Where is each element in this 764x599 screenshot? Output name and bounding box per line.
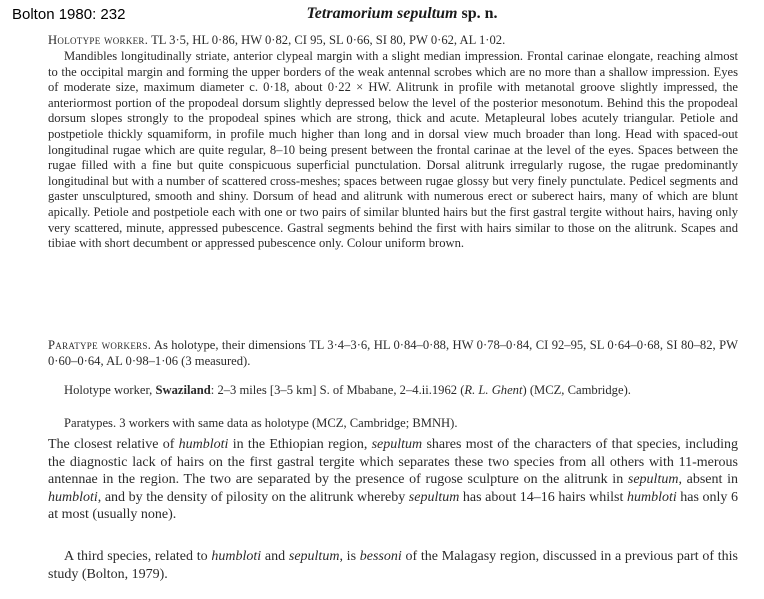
holotype-locality <box>48 383 738 399</box>
species-ref: humbloti <box>48 489 98 505</box>
species-ref: sepultum <box>627 472 679 487</box>
species-ref: humbloti <box>211 549 262 564</box>
discussion-text: has only 6 at most (usually none). <box>48 489 738 522</box>
discussion-text: in the Ethiopian region, <box>228 437 372 452</box>
discussion-paragraph-2 <box>48 548 738 583</box>
species-suffix: sp. n. <box>461 5 498 22</box>
locality-country: Swaziland <box>155 383 211 397</box>
discussion-text: shares most of the characters of that species, including the diagnostic lack of hairs on the first gastral tergite which separates these two species from all others with 11-merous antennae in the region. The two are separated by the presence of rugose sculpture on the alitrunk in <box>48 437 738 487</box>
holotype-description: Mandibles longitudinally striate, anterior clypeal margin with a slight median impression. Frontal carinae elongate, reaching almost to the occipital margin and forming the upper borders of the weak antennal scrobes which are no more than a shallow impression. Eyes of moderate size, maximum diameter c. 0·18, about 0·22 × HW. Alitrunk in profile with metanotal groove slightly impressed, the anteriormost portion of the propodeal dorsum slightly depressed below the level of the posterior mesonotum. Behind this the propodeal dorsum slopes strongly to the propodeal spines which are strong, thick and acute. Metapleural lobes acutely triangular. Petiole and postpetiole thickly squamiform, in profile much higher than long and in dorsal view much broader than long. Head with spaced-out longitudinal rugae which are quite regular, 8–10 being present between the frontal carinae at the level of the eyes. Spaces between the rugae filled with a fine but quite conspicuous superficial punctulation. Dorsal alitrunk irregularly rugose, the rugae predominantly longitudinal but with a number of scattered cross-meshes; spaces between rugae glossy but very finely punctulate. Pedicel segments and gaster unsculptured, smooth and shiny. Dorsum of head and alitrunk with numerous erect or suberect hairs, many of which are blunt apically. Petiole and postpetiole each with one or two pairs of similar blunted hairs but the first gastral tergite without hairs, having only very scattered, minute, appressed pubescence. Gastral segments behind the first with hairs similar to those on the alitrunk. Scapes and tibiae with short decumbent or appressed pubescence only. Colour uniform brown. <box>48 49 738 251</box>
discussion-text: , is <box>339 549 360 564</box>
locality-text-a: : 2–3 miles [3–5 km] S. of Mbabane, 2–4.ii.1962 ( <box>210 383 465 397</box>
discussion-text: and <box>261 549 289 564</box>
species-ref: humbloti <box>626 489 677 505</box>
holotype-locality-label: Holotype worker, <box>64 383 153 397</box>
discussion-text: , absent in <box>678 472 738 487</box>
holotype-measurements <box>48 33 738 49</box>
discussion-text: has about 14–16 hairs whilst <box>459 489 627 505</box>
species-name: Tetramorium sepultum <box>306 5 458 22</box>
citation-reference: Bolton 1980: 232 <box>12 6 126 23</box>
paratype-measurements <box>48 338 738 369</box>
discussion-text: of the Malagasy region, discussed in a previous part of this study (Bolton, 1979). <box>48 549 739 582</box>
holotype-measurement-values: TL 3·5, HL 0·86, HW 0·82, CI 95, SL 0·66, SI 80, PW 0·62, AL 1·02. <box>151 33 506 47</box>
species-ref: humbloti <box>178 437 229 452</box>
discussion-text: , and by the density of pilosity on the alitrunk whereby <box>97 489 409 505</box>
species-ref: sepultum <box>408 489 460 505</box>
discussion-paragraph-1 <box>48 436 738 524</box>
paratype-measurement-values: As holotype, their dimensions TL 3·4–3·6, HL 0·84–0·88, HW 0·78–0·84, CI 92–95, SL 0·64–0·68, SI 80–82, PW 0·60–0·64, AL 0·98–1·06 (3 measured). <box>48 338 738 368</box>
holotype-heading: Holotype worker. <box>48 33 149 47</box>
paratype-data: Paratypes. 3 workers with same data as holotype (MCZ, Cambridge; BMNH). <box>64 416 458 430</box>
discussion-text: The closest relative of <box>48 437 179 452</box>
species-ref: bessoni <box>359 549 402 564</box>
collector-name: R. L. Ghent <box>464 383 523 397</box>
locality-text-b: ) (MCZ, Cambridge). <box>522 383 631 397</box>
species-title <box>0 5 764 23</box>
species-ref: sepultum <box>288 549 340 564</box>
paratype-heading: Paratype workers. <box>48 338 152 352</box>
discussion-text: A third species, related to <box>64 549 212 564</box>
species-ref: sepultum <box>371 437 423 452</box>
